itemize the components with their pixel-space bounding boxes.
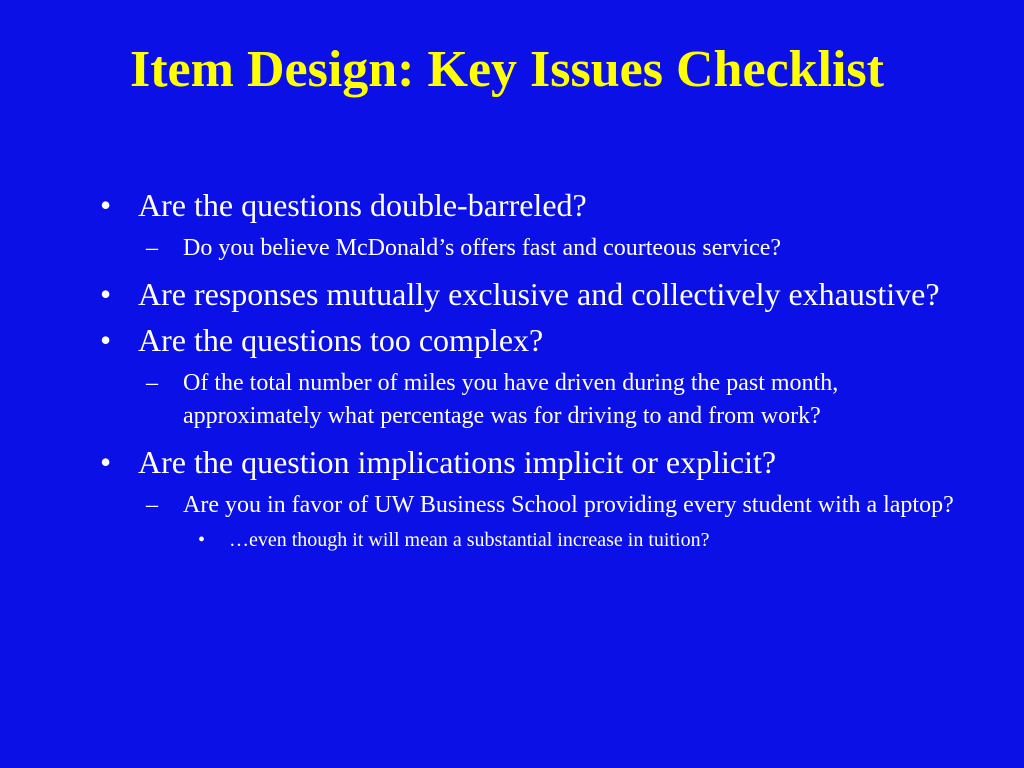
sub-bullet-marker: – <box>146 492 158 518</box>
sub-bullet-item-2 <box>146 367 980 433</box>
bullet-text: Are the questions double-barreled? <box>138 187 587 223</box>
sub-sub-bullet-item-1 <box>198 526 980 554</box>
slide-title: Item Design: Key Issues Checklist <box>130 41 884 98</box>
bullet-marker: • <box>100 322 112 358</box>
sub-bullet-item-1 <box>146 232 980 265</box>
bullet-item-2 <box>100 275 980 313</box>
sub-bullet-text: Of the total number of miles you have driven during the past month, approximately what percentage was for driving to and from work? <box>183 370 839 429</box>
sub-sub-bullet-text: …even though it will mean a substantial increase in tuition? <box>229 529 710 551</box>
bullet-list <box>100 186 980 554</box>
bullet-text: Are responses mutually exclusive and collectively exhaustive? <box>138 276 940 312</box>
bullet-marker: • <box>100 444 112 480</box>
bullet-marker: • <box>100 187 112 223</box>
sub-bullet-marker: – <box>146 370 158 396</box>
sub-bullet-text: Do you believe McDonald’s offers fast and courteous service? <box>183 235 782 261</box>
sub-bullet-item-3 <box>146 489 980 522</box>
bullet-text: Are the question implications implicit or explicit? <box>138 444 777 480</box>
sub-bullet-marker: – <box>146 235 158 261</box>
sub-sub-bullet-marker: • <box>198 529 206 551</box>
bullet-marker: • <box>100 276 112 312</box>
bullet-item-4 <box>100 443 980 481</box>
sub-bullet-text: Are you in favor of UW Business School providing every student with a laptop? <box>183 492 954 518</box>
bullet-text: Are the questions too complex? <box>138 322 544 358</box>
bullet-item-1 <box>100 186 980 224</box>
bullet-item-3 <box>100 321 980 359</box>
